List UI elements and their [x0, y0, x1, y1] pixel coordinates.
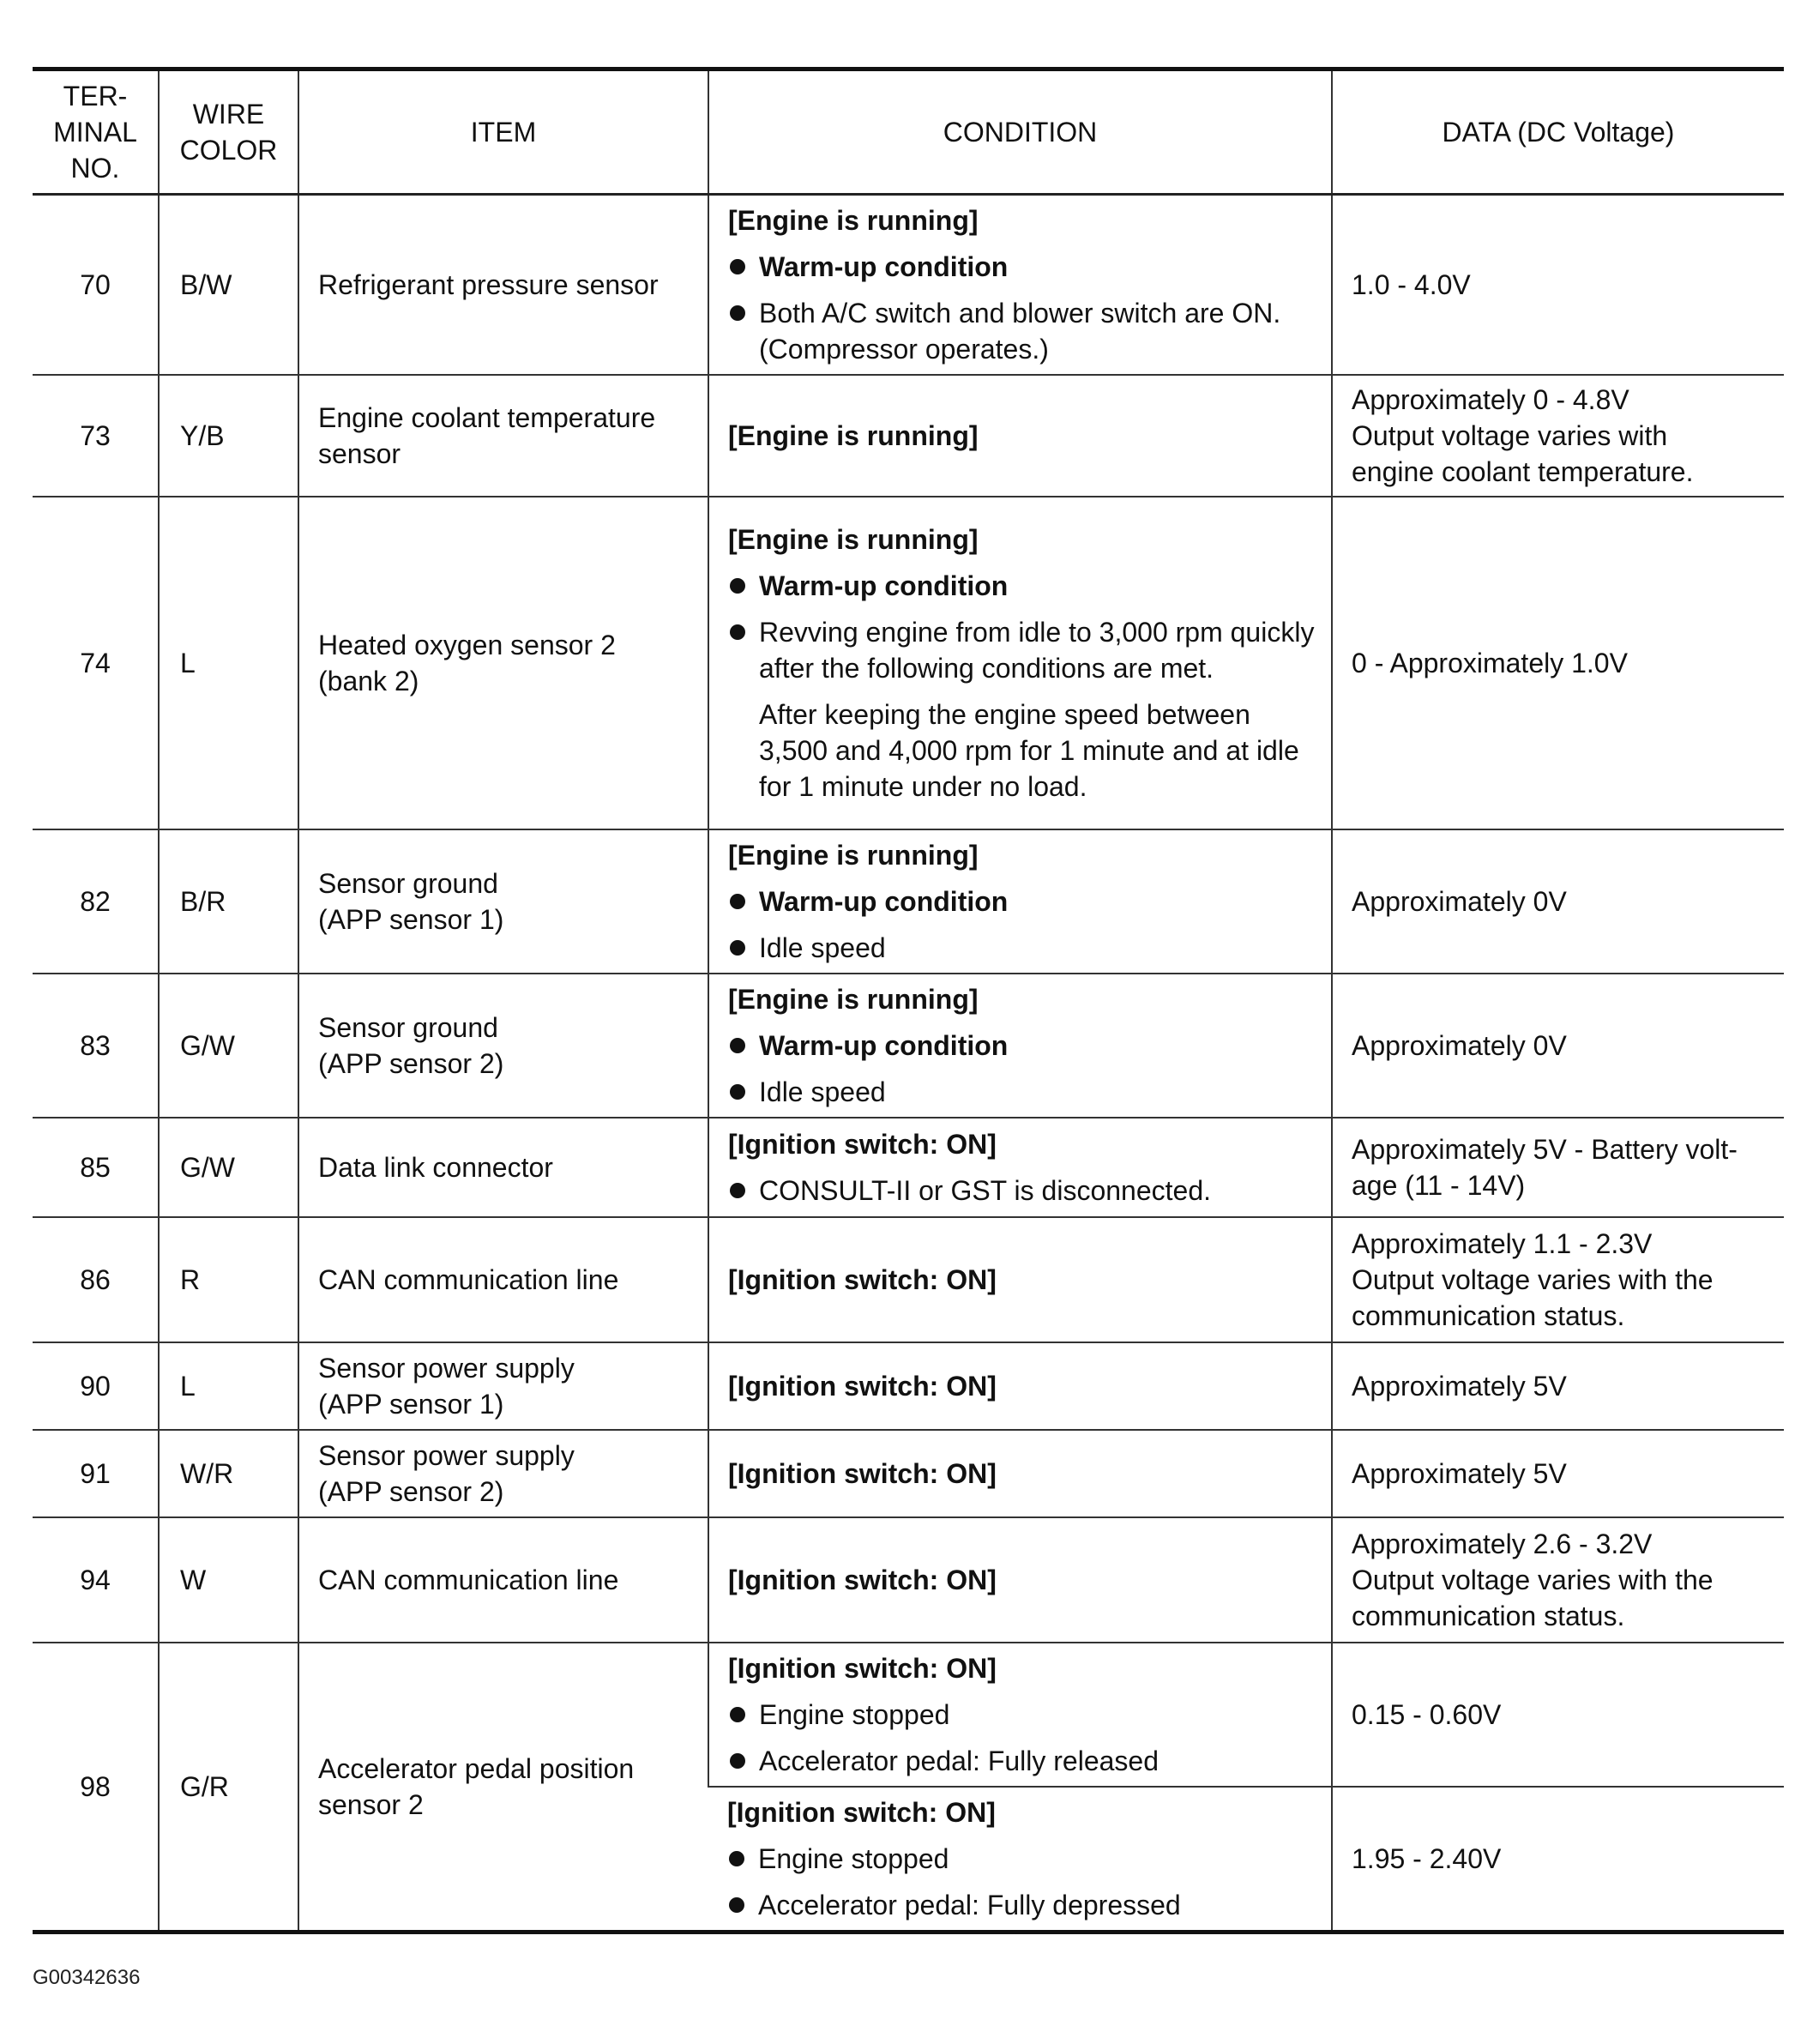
- data-line: Approximately 0V: [1352, 886, 1567, 917]
- condition-bullet: [728, 930, 1316, 966]
- bullet-icon: [730, 305, 745, 321]
- item-line: (APP sensor 1): [318, 1389, 504, 1420]
- condition-bullet: [728, 568, 1316, 604]
- wire-color: G/W: [159, 1118, 298, 1217]
- condition-bullet-text: Accelerator pedal: Fully depressed: [758, 1890, 1181, 1920]
- condition-bullet: [728, 249, 1316, 285]
- terminal-number: 90: [33, 1342, 159, 1430]
- data-value: [1332, 497, 1784, 829]
- bullet-icon: [730, 1753, 745, 1769]
- header-condition: CONDITION: [708, 69, 1332, 195]
- condition-heading: [Engine is running]: [728, 524, 979, 555]
- bullet-icon: [729, 1897, 744, 1913]
- bullet-icon: [730, 1038, 745, 1053]
- item-line: sensor 2: [318, 1789, 424, 1820]
- data-value: [1332, 1787, 1784, 1932]
- wire-color: L: [159, 497, 298, 829]
- condition-bullet-text: Warm-up condition: [759, 570, 1009, 601]
- item-line: (APP sensor 2): [318, 1048, 504, 1079]
- item-line: Data link connector: [318, 1152, 553, 1183]
- data-line: Approximately 0V: [1352, 1030, 1567, 1061]
- condition-heading: [Ignition switch: ON]: [728, 1653, 997, 1684]
- item-name: [298, 195, 708, 376]
- header-terminal-line: TER-: [63, 81, 128, 112]
- header-wire-color: [159, 69, 298, 195]
- data-line: communication status.: [1352, 1601, 1625, 1631]
- bullet-icon: [729, 1851, 744, 1866]
- condition-cell: [708, 1118, 1332, 1217]
- data-value: [1332, 829, 1784, 974]
- table-row: [33, 1118, 1784, 1217]
- data-line: Output voltage varies with: [1352, 420, 1668, 451]
- data-line: Approximately 5V: [1352, 1371, 1567, 1402]
- condition-bullet-text: Warm-up condition: [759, 886, 1009, 917]
- condition-heading: [Ignition switch: ON]: [727, 1797, 996, 1828]
- bullet-icon: [730, 259, 745, 274]
- item-name: [298, 375, 708, 497]
- data-line: 1.95 - 2.40V: [1352, 1843, 1502, 1874]
- terminal-number: 91: [33, 1430, 159, 1517]
- condition-bullet: [727, 1841, 1316, 1877]
- condition-cell: [708, 1217, 1332, 1342]
- wire-color: L: [159, 1342, 298, 1430]
- bullet-icon: [730, 1707, 745, 1722]
- wire-color: G/R: [159, 1643, 298, 1932]
- terminal-number: 83: [33, 974, 159, 1118]
- data-value: [1332, 375, 1784, 497]
- condition-bullet-text: Engine stopped: [759, 1699, 950, 1730]
- table-row: [33, 497, 1784, 829]
- table-row: [33, 829, 1784, 974]
- condition-cell: [708, 1787, 1332, 1932]
- bullet-icon: [730, 940, 745, 956]
- item-line: CAN communication line: [318, 1264, 619, 1295]
- condition-bullet-text: Engine stopped: [758, 1843, 949, 1874]
- item-line: Sensor power supply: [318, 1353, 575, 1384]
- item-name: [298, 829, 708, 974]
- data-line: 0 - Approximately 1.0V: [1352, 648, 1628, 678]
- data-line: Output voltage varies with the: [1352, 1565, 1714, 1595]
- data-line: Approximately 2.6 - 3.2V: [1352, 1528, 1653, 1559]
- header-wire-line: COLOR: [179, 135, 278, 166]
- terminal-number: 82: [33, 829, 159, 974]
- condition-bullet: [728, 696, 1316, 805]
- data-value: [1332, 1118, 1784, 1217]
- condition-cell: [708, 1643, 1332, 1787]
- terminal-number: 70: [33, 195, 159, 376]
- data-value: [1332, 1342, 1784, 1430]
- table-row: [33, 1342, 1784, 1430]
- item-line: (APP sensor 2): [318, 1476, 504, 1507]
- item-name: [298, 1517, 708, 1643]
- condition-bullet-text: Accelerator pedal: Fully released: [759, 1746, 1159, 1776]
- condition-cell: [708, 195, 1332, 376]
- terminal-number: 98: [80, 1771, 111, 1802]
- header-row: [33, 69, 1784, 195]
- table-row: [33, 974, 1784, 1118]
- condition-heading: [Ignition switch: ON]: [728, 1565, 997, 1595]
- wire-color: G/W: [159, 974, 298, 1118]
- header-terminal-no: [33, 69, 159, 195]
- header-data: DATA (DC Voltage): [1332, 69, 1784, 195]
- table-row: [33, 1643, 1784, 1787]
- data-line: Approximately 5V - Battery volt-: [1352, 1134, 1738, 1165]
- item-line: Sensor ground: [318, 1012, 498, 1043]
- header-wire-line: WIRE: [192, 99, 265, 130]
- figure-reference-code: G00342636: [33, 1966, 141, 1989]
- data-value: [1332, 974, 1784, 1118]
- item-name: [298, 1217, 708, 1342]
- condition-heading: [Engine is running]: [728, 205, 979, 236]
- data-value: [1332, 1430, 1784, 1517]
- condition-bullet: [728, 1074, 1316, 1110]
- condition-bullet: [728, 295, 1316, 367]
- terminal-number: 73: [33, 375, 159, 497]
- bullet-icon: [730, 1084, 745, 1100]
- condition-heading: [Ignition switch: ON]: [728, 1129, 997, 1160]
- table-body: [33, 195, 1784, 1932]
- condition-bullet-text: Idle speed: [759, 1076, 886, 1107]
- data-line: 0.15 - 0.60V: [1352, 1699, 1502, 1730]
- condition-heading: [Engine is running]: [728, 984, 979, 1015]
- header-terminal-line: MINAL: [53, 117, 137, 148]
- wire-color: W: [159, 1517, 298, 1643]
- item-line: Sensor power supply: [318, 1440, 575, 1471]
- condition-bullet: [728, 1028, 1316, 1064]
- header-item: ITEM: [298, 69, 708, 195]
- condition-bullet: [728, 883, 1316, 919]
- condition-cell: [708, 1342, 1332, 1430]
- table-row: [33, 375, 1784, 497]
- wire-color: B/W: [159, 195, 298, 376]
- table-row: [33, 1517, 1784, 1643]
- table-row: [33, 195, 1784, 376]
- condition-heading: [Ignition switch: ON]: [728, 1371, 997, 1402]
- item-name: [298, 1643, 708, 1932]
- data-value: [1332, 1643, 1784, 1787]
- condition-bullet: [728, 1697, 1316, 1733]
- condition-bullet: [728, 614, 1316, 686]
- item-line: CAN communication line: [318, 1565, 619, 1595]
- bullet-icon: [730, 624, 745, 640]
- terminal-number: 74: [33, 497, 159, 829]
- condition-bullet: [728, 1173, 1316, 1209]
- item-name: [298, 974, 708, 1118]
- condition-bullet-text: Warm-up condition: [759, 251, 1009, 282]
- condition-heading: [Ignition switch: ON]: [728, 1458, 997, 1489]
- condition-heading: [Ignition switch: ON]: [728, 1264, 997, 1295]
- condition-bullet-text: After keeping the engine speed between 3,500 and 4,000 rpm for 1 minute and at idle for 1 minute under no load.: [759, 699, 1299, 802]
- terminal-number: 94: [33, 1517, 159, 1643]
- item-name: [298, 1342, 708, 1430]
- wire-color: Y/B: [159, 375, 298, 497]
- item-name: [298, 1430, 708, 1517]
- terminal-data-table: [33, 67, 1784, 1934]
- condition-bullet-text: CONSULT-II or GST is disconnected.: [759, 1175, 1211, 1206]
- data-line: communication status.: [1352, 1300, 1625, 1331]
- dash-icon: [730, 714, 742, 717]
- data-value: [1332, 195, 1784, 376]
- condition-bullet-text: Idle speed: [759, 932, 886, 963]
- terminal-number: 86: [33, 1217, 159, 1342]
- item-line: Refrigerant pressure sensor: [318, 269, 659, 300]
- bullet-icon: [730, 578, 745, 594]
- data-line: age (11 - 14V): [1352, 1170, 1526, 1201]
- bullet-icon: [730, 1183, 745, 1198]
- item-line: Engine coolant temperature: [318, 402, 656, 433]
- item-line: Heated oxygen sensor 2: [318, 630, 616, 660]
- condition-heading: [Engine is running]: [728, 840, 979, 871]
- bullet-icon: [730, 894, 745, 909]
- condition-cell: [708, 829, 1332, 974]
- data-line: 1.0 - 4.0V: [1352, 269, 1471, 300]
- condition-bullet-text: Both A/C switch and blower switch are ON. (Compressor operates.): [759, 298, 1281, 365]
- condition-cell: [708, 974, 1332, 1118]
- condition-heading: [Engine is running]: [728, 420, 979, 451]
- data-line: Approximately 1.1 - 2.3V: [1352, 1228, 1653, 1259]
- item-name: [298, 497, 708, 829]
- data-line: Approximately 5V: [1352, 1458, 1567, 1489]
- table-row: [33, 1430, 1784, 1517]
- data-line: Approximately 0 - 4.8V: [1352, 384, 1629, 415]
- data-line: engine coolant temperature.: [1352, 456, 1694, 487]
- condition-cell: [708, 1517, 1332, 1643]
- item-line: Accelerator pedal position: [318, 1753, 635, 1784]
- terminal-number: 85: [33, 1118, 159, 1217]
- data-value: [1332, 1517, 1784, 1643]
- item-line: (bank 2): [318, 666, 419, 696]
- wire-color: W/R: [159, 1430, 298, 1517]
- item-line: (APP sensor 1): [318, 904, 504, 935]
- condition-bullet: [728, 1743, 1316, 1779]
- wire-color: B/R: [159, 829, 298, 974]
- condition-cell: [708, 497, 1332, 829]
- data-value: [1332, 1217, 1784, 1342]
- item-name: [298, 1118, 708, 1217]
- header-terminal-line: NO.: [70, 153, 120, 184]
- table-row: [33, 1217, 1784, 1342]
- condition-bullet: [727, 1887, 1316, 1923]
- condition-cell: [708, 1430, 1332, 1517]
- data-line: Output voltage varies with the: [1352, 1264, 1714, 1295]
- condition-bullet-text: Revving engine from idle to 3,000 rpm quickly after the following conditions are met.: [759, 617, 1315, 684]
- item-line: Sensor ground: [318, 868, 498, 899]
- item-line: sensor: [318, 438, 401, 469]
- condition-bullet-text: Warm-up condition: [759, 1030, 1009, 1061]
- condition-cell: [708, 375, 1332, 497]
- wire-color: R: [159, 1217, 298, 1342]
